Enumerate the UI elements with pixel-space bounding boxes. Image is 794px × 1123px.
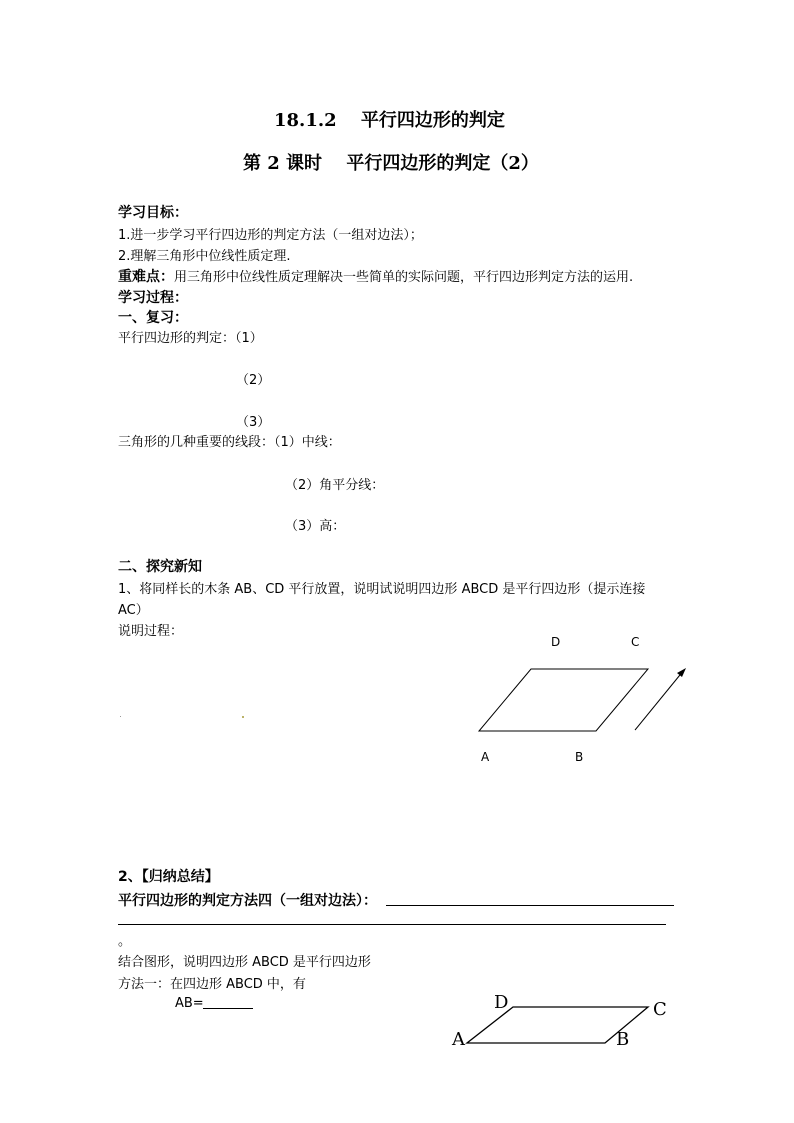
stray-dot-2	[242, 716, 244, 718]
fig1-arrow-head	[677, 668, 686, 677]
fig1-label-b: B	[575, 750, 584, 764]
fig2-label-c: C	[653, 999, 667, 1020]
method1-text: 方法一：在四边形 ABCD 中，有	[118, 977, 306, 992]
explain-label: 说明过程：	[118, 624, 184, 639]
summary-heading: 2、【归纳总结】	[118, 869, 219, 885]
segments-label: 三角形的几种重要的线段：（1）中线：	[118, 435, 341, 450]
key-points-text: 用三角形中位线性质定理解决一些简单的实际问题，平行四边形判定方法的运用.	[174, 270, 634, 285]
explore-heading: 二、探究新知	[118, 559, 202, 575]
process-heading: 学习过程：	[118, 290, 188, 306]
fig2-parallelogram	[467, 1007, 648, 1043]
segments-item-2: （2）角平分线：	[285, 478, 385, 493]
criteria-label: 平行四边形的判定：（1）	[118, 331, 263, 346]
objective-item-1: 1.进一步学习平行四边形的判定方法（一组对边法）；	[118, 228, 423, 243]
fig2-label-b: B	[616, 1029, 630, 1050]
period-mark: 。	[118, 934, 132, 949]
key-points-label: 重难点：	[118, 269, 174, 285]
segments-item-3: （3）高：	[285, 519, 346, 534]
ab-equals: AB=	[175, 996, 204, 1011]
fig1-label-a: A	[481, 750, 490, 764]
objectives-heading: 学习目标：	[118, 205, 188, 221]
objective-item-2: 2.理解三角形中位线性质定理.	[118, 249, 291, 264]
criteria-item-3: （3）	[236, 415, 271, 430]
review-heading: 一、复习：	[118, 310, 188, 326]
method4-label: 平行四边形的判定方法四（一组对边法）：	[118, 893, 377, 909]
fig1-label-c: C	[631, 635, 640, 649]
combine-text: 结合图形，说明四边形 ABCD 是平行四边形	[118, 955, 371, 970]
fig2-label-d: D	[494, 992, 509, 1013]
question-1-line-2: AC）	[118, 603, 149, 618]
page-title: 18.1.2 平行四边形的判定	[274, 110, 505, 131]
fig1-parallelogram	[479, 669, 648, 731]
question-1-line-1: 1、将同样长的木条 AB、CD 平行放置，说明试说明四边形 ABCD 是平行四边形（提示连接	[118, 582, 646, 597]
fig1-label-d: D	[551, 635, 561, 649]
criteria-item-2: （2）	[236, 373, 271, 388]
page-subtitle: 第 2 课时 平行四边形的判定（2）	[243, 153, 539, 174]
fig1-arrow-line	[635, 670, 684, 730]
stray-dot-1	[120, 716, 121, 717]
fig2-label-a: A	[452, 1029, 465, 1050]
